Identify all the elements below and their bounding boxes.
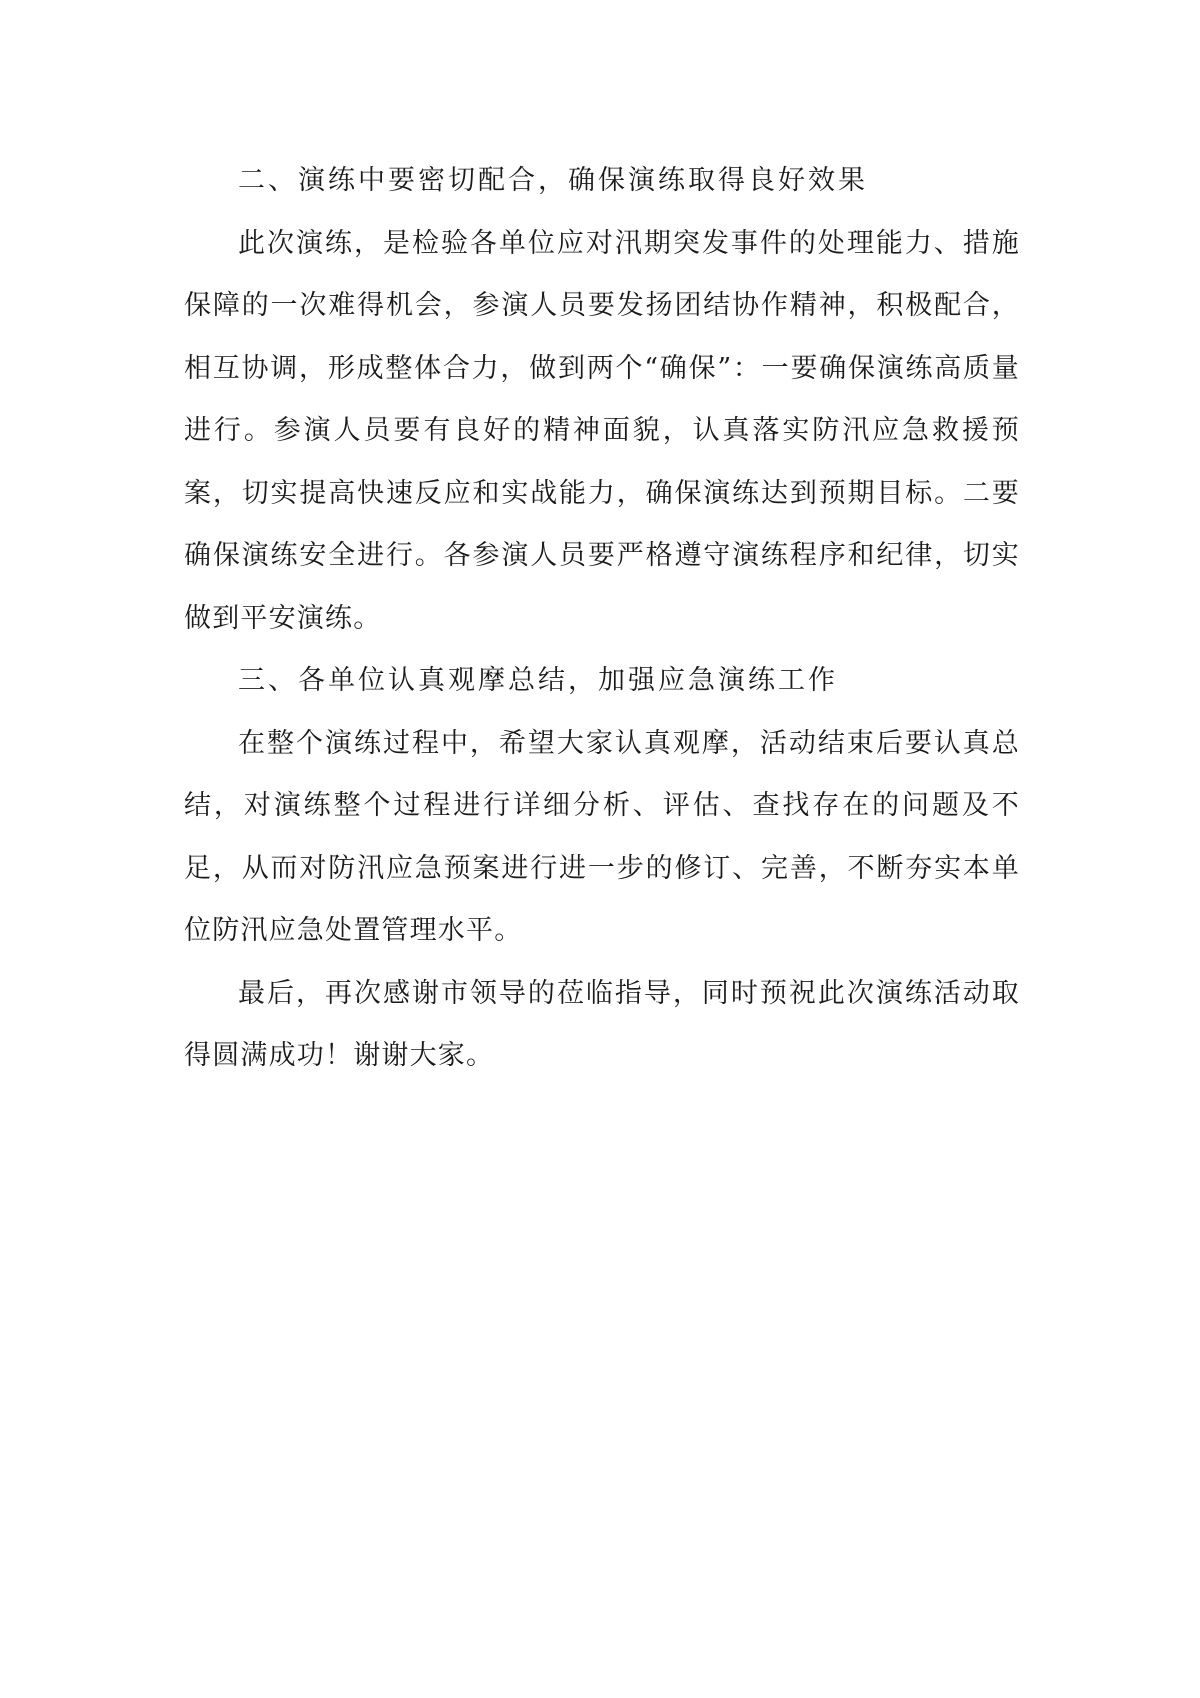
- section-3-paragraph: 在整个演练过程中，希望大家认真观摩，活动结束后要认真总结，对演练整个过程进行详细分析、评估、查找存在的问题及不足，从而对防汛应急预案进行进一步的修订、完善，不断夯实本单位防汛应急处置管理水平。: [184, 727, 1020, 946]
- section-heading-2: 二、演练中要密切配合，确保演练取得良好效果: [238, 165, 868, 196]
- document-body: [184, 150, 1020, 1088]
- section-heading-3: 三、各单位认真观摩总结，加强应急演练工作: [238, 665, 838, 696]
- closing-paragraph: 最后，再次感谢市领导的莅临指导，同时预祝此次演练活动取得圆满成功！谢谢大家。: [184, 977, 1020, 1071]
- section-2-paragraph: 此次演练，是检验各单位应对汛期突发事件的处理能力、措施保障的一次难得机会，参演人员要发扬团结协作精神，积极配合，相互协调，形成整体合力，做到两个“确保”：一要确保演练高质量进行。参演人员要有良好的精神面貌，认真落实防汛应急救援预案，切实提高快速反应和实战能力，确保演练达到预期目标。二要确保演练安全进行。各参演人员要严格遵守演练程序和纪律，切实做到平安演练。: [184, 227, 1020, 634]
